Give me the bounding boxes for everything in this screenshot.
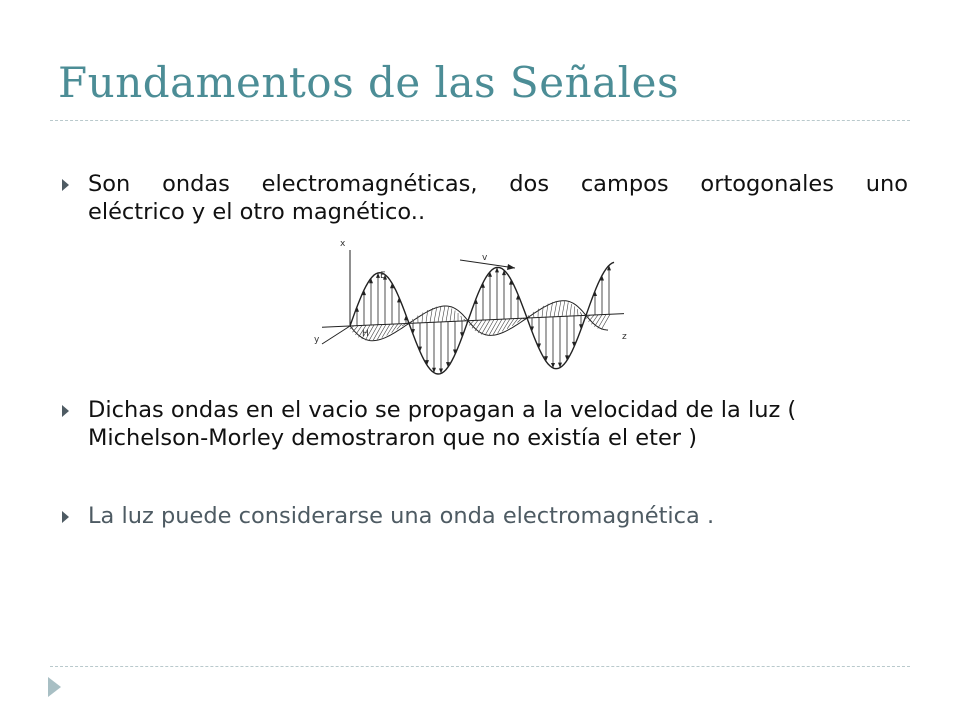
bullet-arrow-icon <box>62 511 69 523</box>
h-field-hatch <box>446 307 449 322</box>
footer-divider <box>50 666 910 667</box>
bullet-text-line: La luz puede considerarse una onda electromagnética . <box>88 503 715 529</box>
h-field-hatch <box>454 310 455 321</box>
label-z: z <box>622 332 627 342</box>
bullet-item <box>62 502 908 530</box>
h-field-hatch <box>434 307 437 323</box>
h-field-hatch <box>574 306 575 316</box>
h-field-hatch <box>554 301 557 317</box>
h-field-hatch <box>422 313 423 323</box>
h-field-hatch <box>481 320 490 335</box>
y-axis <box>322 326 350 344</box>
label-h: H <box>362 329 369 339</box>
label-v: v <box>482 253 488 263</box>
bullet-arrow-icon <box>62 179 69 191</box>
bullet-text-line: eléctrico y el otro magnético.. <box>88 199 426 225</box>
h-field-hatch <box>598 314 606 328</box>
h-field-hatch <box>577 309 578 316</box>
em-wave-figure <box>310 238 640 378</box>
h-field-hatch <box>377 324 386 339</box>
nav-arrow-icon <box>48 677 61 697</box>
bullet-text-line: Son ondas electromagnéticas, dos campos ortogonales uno <box>88 171 908 197</box>
bullet-arrow-icon <box>62 405 69 417</box>
h-field-hatch <box>485 320 494 336</box>
h-field-hatch <box>438 306 441 322</box>
h-field-curve <box>350 301 608 341</box>
bullet-item <box>62 396 908 452</box>
z-axis <box>322 314 624 328</box>
bullet-text-line: Michelson-Morley demostraron que no existía el eter ) <box>88 425 697 451</box>
h-field-hatch <box>373 325 382 341</box>
slide-title: Fundamentos de las Señales <box>58 58 679 107</box>
bullet-text-line: Dichas ondas en el vacio se propagan a la velocidad de la luz ( <box>88 397 797 423</box>
h-field-hatch <box>580 312 582 315</box>
h-field-hatch <box>493 319 502 335</box>
h-field-hatch <box>489 319 498 335</box>
h-field-hatch <box>562 301 565 316</box>
h-field-hatch <box>533 312 534 318</box>
h-field-hatch <box>566 302 568 316</box>
h-field-hatch <box>450 308 452 321</box>
h-field-hatch <box>442 306 445 322</box>
label-e: E <box>380 271 386 281</box>
velocity-arrowhead <box>507 264 515 270</box>
h-field-hatch <box>601 314 610 329</box>
wave-drawing <box>322 250 624 374</box>
h-field-hatch <box>558 301 561 317</box>
label-y: y <box>314 335 320 345</box>
h-field-hatch <box>594 315 602 327</box>
label-x: x <box>340 239 346 249</box>
h-field-hatch <box>461 316 462 321</box>
title-divider <box>50 120 910 121</box>
h-field-hatch <box>475 320 482 331</box>
h-field-hatch <box>369 325 378 341</box>
h-field-hatch <box>570 304 572 316</box>
velocity-arrow <box>460 260 515 268</box>
h-field-hatch <box>478 320 486 333</box>
e-field-curve <box>350 262 614 374</box>
bullet-item <box>62 170 908 226</box>
